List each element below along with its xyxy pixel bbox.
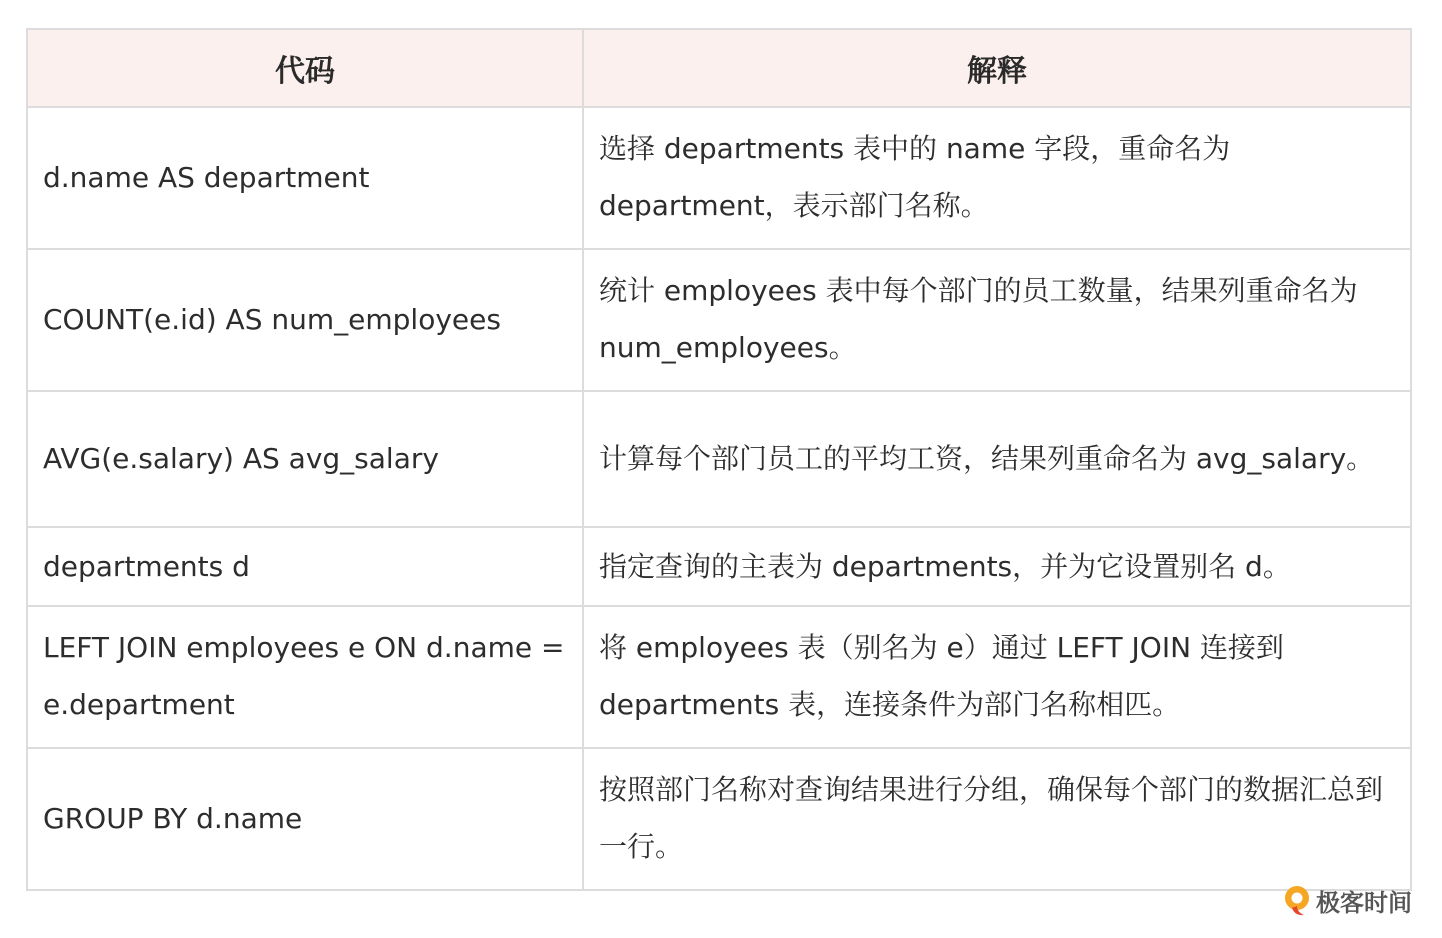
code-cell: COUNT(e.id) AS num_employees	[27, 249, 583, 391]
table-row	[27, 606, 1411, 748]
table-row	[27, 527, 1411, 606]
geektime-logo-icon	[1282, 884, 1312, 918]
code-cell: AVG(e.salary) AS avg_salary	[27, 391, 583, 527]
header-explanation: 解释	[583, 29, 1411, 107]
table-row	[27, 249, 1411, 391]
brand-watermark	[1282, 883, 1412, 918]
explanation-cell: 指定查询的主表为 departments，并为它设置别名 d。	[583, 527, 1411, 606]
explanation-cell: 将 employees 表（别名为 e）通过 LEFT JOIN 连接到 departments 表，连接条件为部门名称相匹。	[583, 606, 1411, 748]
explanation-cell: 按照部门名称对查询结果进行分组，确保每个部门的数据汇总到一行。	[583, 748, 1411, 890]
code-cell: GROUP BY d.name	[27, 748, 583, 890]
table-row	[27, 107, 1411, 249]
code-cell: d.name AS department	[27, 107, 583, 249]
header-code: 代码	[27, 29, 583, 107]
table-row	[27, 391, 1411, 527]
brand-name: 极客时间	[1316, 889, 1412, 917]
explanation-cell: 统计 employees 表中每个部门的员工数量，结果列重命名为 num_employees。	[583, 249, 1411, 391]
table-row	[27, 748, 1411, 890]
explanation-cell: 选择 departments 表中的 name 字段，重命名为 department，表示部门名称。	[583, 107, 1411, 249]
code-cell: LEFT JOIN employees e ON d.name = e.department	[27, 606, 583, 748]
code-cell: departments d	[27, 527, 583, 606]
explanation-table	[26, 28, 1412, 891]
explanation-cell: 计算每个部门员工的平均工资，结果列重命名为 avg_salary。	[583, 391, 1411, 527]
table-header-row	[27, 29, 1411, 107]
